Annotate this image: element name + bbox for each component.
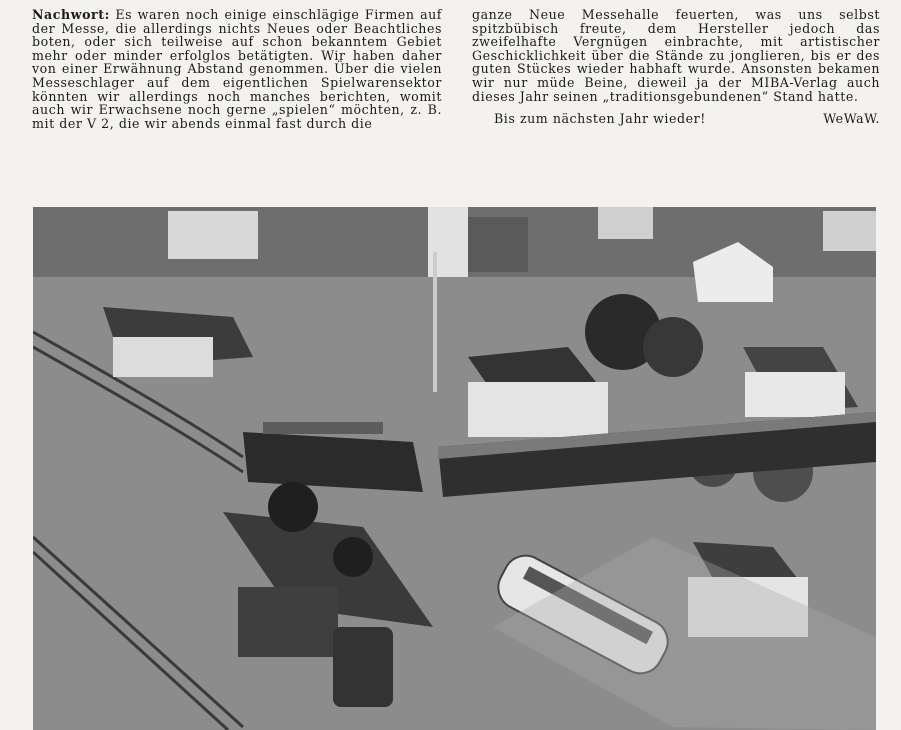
article-right-column xyxy=(472,8,880,126)
right-house-walls xyxy=(745,372,845,417)
author-signature: WeWaW. xyxy=(823,111,880,127)
article-signoff xyxy=(472,112,880,126)
background-house-2 xyxy=(598,207,653,239)
background-house-3 xyxy=(823,211,876,251)
background-house xyxy=(168,211,258,259)
wagon-load xyxy=(268,482,318,532)
electric-locomotive xyxy=(243,432,423,492)
wagon-load xyxy=(333,537,373,577)
locomotive-roof xyxy=(263,422,383,434)
station-walls xyxy=(113,337,213,377)
lamp-post xyxy=(433,252,437,392)
article-right-text: ganze Neue Messehalle feuerten, was uns selbst spitzbübisch freute, dem Hersteller jedoch das zweifelhafte Vergnügen einbrachte, mit artistischer Geschicklichkeit über die Stände zu jonglieren, bis er des guten Stückes wieder habhaft wurde. Ansonsten bekamen wir nur müde Beine, dieweil ja der MIBA-Verlag auch dieses Jahr seinen „traditionsgebundenen“ Stand hatte. xyxy=(472,7,880,104)
tree xyxy=(643,317,703,377)
closing-line: Bis zum nächsten Jahr wieder! xyxy=(494,111,706,127)
model-railway-photo xyxy=(33,207,876,730)
article-lead: Nachwort: xyxy=(32,7,110,22)
photo-illustration xyxy=(33,207,876,730)
article-left-text: Es waren noch einige einschlägige Firmen auf der Messe, die allerdings nichts Neues oder Beachtliches boten, oder sich teilweise auf schon bekanntem Gebiet mehr oder minder erfolglos betätigten. Wir haben daher von einer Erwähnung Abstand genommen. Über die vielen Messeschlager auf dem eigentlichen Spielwarensektor könnten wir allerdings noch manches berichten, womit auch wir Erwachsene noch gerne „spielen“ möchten, z. B. mit der V 2, die wir abends einmal fast durch die xyxy=(32,7,443,131)
center-house-walls xyxy=(468,382,608,437)
article-left-column xyxy=(32,8,442,130)
church-building xyxy=(468,217,528,272)
